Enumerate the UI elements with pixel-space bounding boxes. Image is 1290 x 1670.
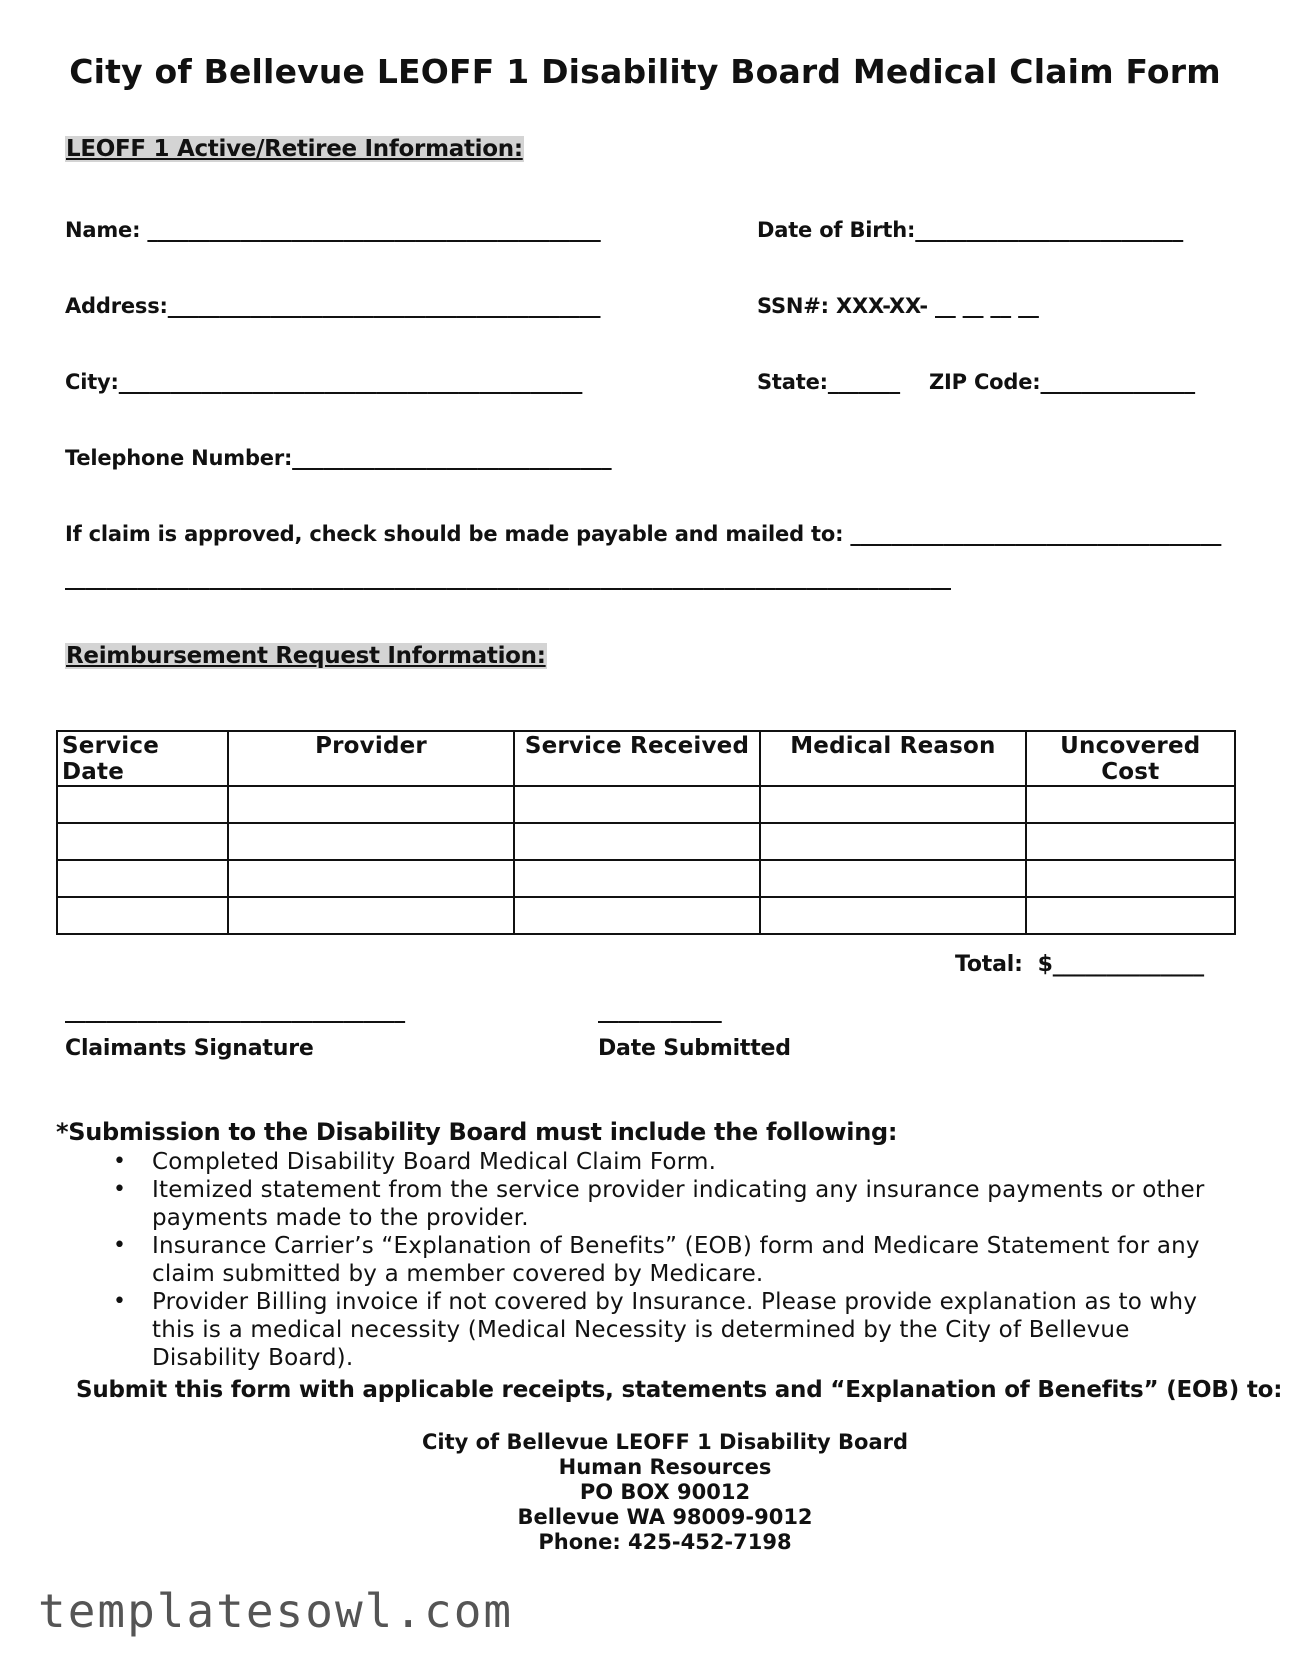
table-row	[57, 897, 1235, 934]
cell-service-received[interactable]	[514, 897, 760, 934]
city-field[interactable]: City:_____________________________________________	[65, 370, 583, 394]
date-submitted-label: Date Submitted	[598, 1036, 791, 1061]
cell-provider[interactable]	[228, 897, 513, 934]
list-item: • Provider Billing invoice if not covered by Insurance. Please provide explanation as to why this is a medical necessity (Medical Necessity is determined by the City of Bellevue Disability Board).	[108, 1288, 1228, 1372]
col-header-service-date: Service Date	[57, 731, 228, 786]
col-header-service-received: Service Received	[514, 731, 760, 786]
requirements-list	[108, 1148, 1228, 1372]
cell-provider[interactable]	[228, 860, 513, 897]
cell-provider[interactable]	[228, 823, 513, 860]
date-of-birth-field[interactable]: Date of Birth:__________________________	[757, 218, 1184, 242]
cell-provider[interactable]	[228, 786, 513, 823]
address-line-department: Human Resources	[558, 1455, 772, 1479]
cell-service-received[interactable]	[514, 786, 760, 823]
section-heading-reimbursement: Reimbursement Request Information:	[66, 643, 546, 669]
date-submitted-line[interactable]: ____________	[598, 999, 722, 1023]
zip-code-field[interactable]: ZIP Code:_______________	[929, 370, 1195, 394]
state-field[interactable]: State:_______	[757, 370, 900, 394]
cell-uncovered-cost[interactable]	[1026, 897, 1235, 934]
form-title: City of Bellevue LEOFF 1 Disability Board Medical Claim Form	[69, 52, 1221, 91]
cell-medical-reason[interactable]	[760, 897, 1025, 934]
submit-instructions: Submit this form with applicable receipts, statements and “Explanation of Benefits” (EOB) to:	[76, 1377, 1283, 1403]
signature-line[interactable]: _________________________________	[65, 999, 405, 1023]
cell-service-received[interactable]	[514, 823, 760, 860]
cell-service-date[interactable]	[57, 860, 228, 897]
cell-service-date[interactable]	[57, 786, 228, 823]
list-item: • Insurance Carrier’s “Explanation of Benefits” (EOB) form and Medicare Statement for any claim submitted by a member covered by Medicare.	[108, 1232, 1228, 1288]
address-line-city: Bellevue WA 98009-9012	[517, 1505, 813, 1529]
cell-service-date[interactable]	[57, 823, 228, 860]
list-item: • Completed Disability Board Medical Claim Form.	[108, 1148, 1228, 1176]
cell-service-date[interactable]	[57, 897, 228, 934]
cell-medical-reason[interactable]	[760, 823, 1025, 860]
address-field[interactable]: Address:__________________________________________	[65, 294, 601, 318]
reimbursement-table	[56, 730, 1236, 935]
check-payable-field-line2[interactable]: ______________________________________________________________________________________	[65, 566, 951, 590]
telephone-number-field[interactable]: Telephone Number:_______________________________	[65, 446, 612, 470]
table-row	[57, 860, 1235, 897]
list-item: • Itemized statement from the service provider indicating any insurance payments or other payments made to the provider.	[108, 1176, 1228, 1232]
name-field[interactable]: Name: ____________________________________________	[65, 218, 601, 242]
cell-service-received[interactable]	[514, 860, 760, 897]
address-line-po-box: PO BOX 90012	[579, 1480, 751, 1504]
col-header-medical-reason: Medical Reason	[760, 731, 1025, 786]
cell-medical-reason[interactable]	[760, 786, 1025, 823]
col-header-uncovered-cost: Uncovered Cost	[1026, 731, 1235, 786]
total-field[interactable]: Total: $______________	[955, 952, 1204, 977]
cell-uncovered-cost[interactable]	[1026, 860, 1235, 897]
table-row	[57, 823, 1235, 860]
requirements-heading: *Submission to the Disability Board must include the following:	[56, 1118, 898, 1146]
watermark: templatesowl.com	[38, 1584, 514, 1638]
check-payable-field[interactable]: If claim is approved, check should be made payable and mailed to: ____________________________________	[65, 522, 1222, 546]
mailing-address	[0, 1430, 1290, 1555]
signature-label: Claimants Signature	[65, 1036, 314, 1061]
address-line-board: City of Bellevue LEOFF 1 Disability Board	[421, 1430, 909, 1454]
cell-medical-reason[interactable]	[760, 860, 1025, 897]
ssn-field[interactable]: SSN#: XXX-XX- __ __ __ __	[757, 294, 1039, 318]
section-heading-active-retiree: LEOFF 1 Active/Retiree Information:	[66, 136, 523, 162]
table-header-row	[57, 731, 1235, 786]
address-line-phone: Phone: 425-452-7198	[538, 1530, 792, 1554]
cell-uncovered-cost[interactable]	[1026, 786, 1235, 823]
cell-uncovered-cost[interactable]	[1026, 823, 1235, 860]
col-header-provider: Provider	[228, 731, 513, 786]
table-row	[57, 786, 1235, 823]
